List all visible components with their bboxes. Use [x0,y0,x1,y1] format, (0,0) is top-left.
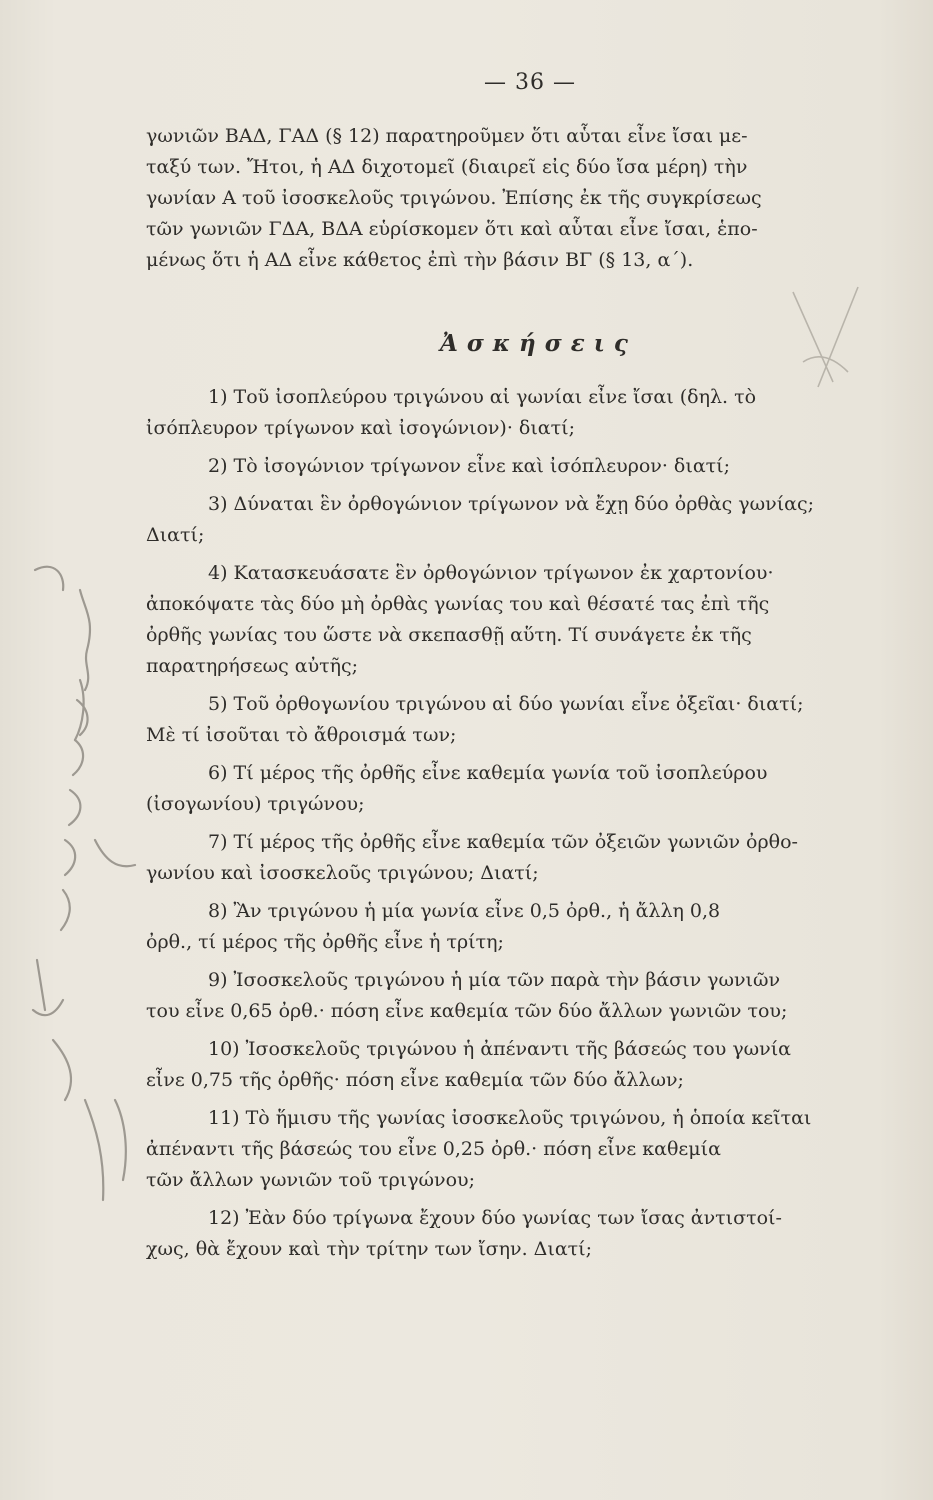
intro-line: ταξύ των. Ἤτοι, ἡ ΑΔ διχοτομεῖ (διαιρεῖ εἰς δύο ἴσα μέρη) τὴν [146,156,748,178]
exercise-line: ἀπέναντι τῆς βάσεώς του εἶνε 0,25 ὀρθ.· πόση εἶνε καθεμία [146,1138,721,1160]
exercise-line: γωνίου καὶ ἰσοσκελοῦς τριγώνου; Διατί; [146,862,539,884]
exercise-line: 8) Ἂν τριγώνου ἡ μία γωνία εἶνε 0,5 ὀρθ., ἡ ἄλλη 0,8 [208,900,721,922]
exercise-line: 12) Ἐὰν δύο τρίγωνα ἔχουν δύο γωνίας των ἴσας ἀντιστοί- [208,1207,782,1229]
exercise-item-3 [146,489,898,551]
page-stain [773,282,873,392]
intro-line: γωνιῶν ΒΑΔ, ΓΑΔ (§ 12) παρατηροῦμεν ὅτι αὗται εἶνε ἴσαι με- [146,125,748,147]
exercise-item-5 [146,689,898,751]
exercise-item-8 [146,896,898,958]
exercise-line: 1) Τοῦ ἰσοπλεύρου τριγώνου αἱ γωνίαι εἶνε ἴσαι (δηλ. τὸ [208,386,757,408]
exercises-heading: Ἀσκήσεις [440,330,637,357]
exercise-line: 4) Κατασκευάσατε ἓν ὀρθογώνιον τρίγωνον ἐκ χαρτονίου· [208,562,774,584]
exercise-line: ἰσόπλευρον τρίγωνον καὶ ἰσογώνιον)· διατί; [146,417,576,439]
exercise-item-7 [146,827,898,889]
exercise-line: 7) Τί μέρος τῆς ὀρθῆς εἶνε καθεμία τῶν ὀξειῶν γωνιῶν ὀρθο- [208,831,798,853]
exercise-item-12 [146,1203,898,1265]
exercise-item-6 [146,758,898,820]
pencil-marginalia [25,540,145,1240]
exercise-line: ὀρθ., τί μέρος τῆς ὀρθῆς εἶνε ἡ τρίτη; [146,931,504,953]
exercise-item-9 [146,965,898,1027]
intro-line: γωνίαν Α τοῦ ἰσοσκελοῦς τριγώνου. Ἐπίσης ἐκ τῆς συγκρίσεως [146,187,762,209]
exercise-item-11 [146,1103,898,1196]
intro-line: τῶν γωνιῶν ΓΔΑ, ΒΔΑ εὑρίσκομεν ὅτι καὶ αὗται εἶνε ἴσαι, ἑπο- [146,218,758,240]
exercise-line: Μὲ τί ἰσοῦται τὸ ἄθροισμά των; [146,724,457,746]
exercise-line: 9) Ἰσοσκελοῦς τριγώνου ἡ μία τῶν παρὰ τὴν βάσιν γωνιῶν [208,969,781,991]
exercise-line: εἶνε 0,75 τῆς ὀρθῆς· πόση εἶνε καθεμία τῶν δύο ἄλλων; [146,1069,684,1091]
exercise-item-4 [146,558,898,682]
exercise-line: ἀποκόψατε τὰς δύο μὴ ὀρθὰς γωνίας του καὶ θέσατέ τας ἐπὶ τῆς [146,593,770,615]
exercise-line: 3) Δύναται ἓν ὀρθογώνιον τρίγωνον νὰ ἔχῃ δύο ὀρθὰς γωνίας; [208,493,815,515]
exercise-line: παρατηρήσεως αὐτῆς; [146,655,359,677]
exercise-line: χως, θὰ ἔχουν καὶ τὴν τρίτην των ἴσην. Διατί; [146,1238,593,1260]
exercise-list [146,382,898,1265]
exercise-line: Διατί; [146,524,205,546]
page-number: — 36 — [484,70,576,95]
exercise-line: 11) Τὸ ἥμισυ τῆς γωνίας ἰσοσκελοῦς τριγώνου, ἡ ὁποία κεῖται [208,1107,812,1129]
exercise-line: τῶν ἄλλων γωνιῶν τοῦ τριγώνου; [146,1169,475,1191]
exercise-line: 5) Τοῦ ὀρθογωνίου τριγώνου αἱ δύο γωνίαι εἶνε ὀξεῖαι· διατί; [208,693,804,715]
intro-paragraph [146,121,898,276]
exercise-item-10 [146,1034,898,1096]
intro-line: μένως ὅτι ἡ ΑΔ εἶνε κάθετος ἐπὶ τὴν βάσιν ΒΓ (§ 13, α΄). [146,249,694,271]
exercise-line: του εἶνε 0,65 ὀρθ.· πόση εἶνε καθεμία τῶν δύο ἄλλων γωνιῶν του; [146,1000,788,1022]
exercise-line: (ἰσογωνίου) τριγώνου; [146,793,365,815]
exercise-line: 6) Τί μέρος τῆς ὀρθῆς εἶνε καθεμία γωνία τοῦ ἰσοπλεύρου [208,762,768,784]
exercise-item-2 [146,451,898,482]
exercise-line: 10) Ἰσοσκελοῦς τριγώνου ἡ ἀπέναντι τῆς βάσεώς του γωνία [208,1038,792,1060]
exercise-line: ὀρθῆς γωνίας του ὥστε νὰ σκεπασθῇ αὕτη. Τί συνάγετε ἐκ τῆς [146,624,752,646]
exercise-line: 2) Τὸ ἰσογώνιον τρίγωνον εἶνε καὶ ἰσόπλευρον· διατί; [208,455,731,477]
